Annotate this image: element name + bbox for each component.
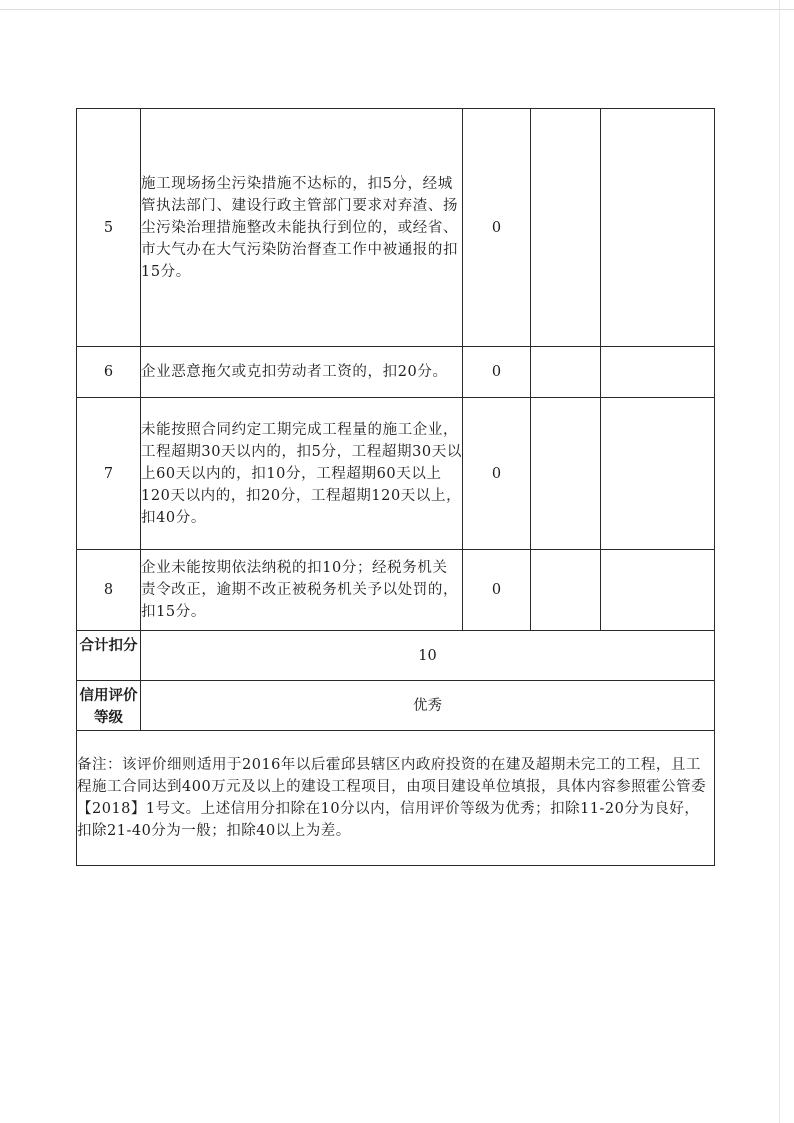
row-deduction-score: 0	[463, 398, 531, 550]
row-deduction-score: 0	[463, 109, 531, 347]
page-right-rule	[779, 0, 780, 1123]
rating-label: 信用评价等级	[79, 687, 138, 726]
note-row	[77, 731, 715, 866]
row-deduction-score: 0	[463, 347, 531, 398]
table-row	[77, 347, 715, 398]
row-empty-cell	[601, 347, 715, 398]
row-number: 6	[77, 347, 141, 398]
row-empty-cell	[531, 550, 601, 631]
rating-row	[77, 681, 715, 731]
total-label-cell	[77, 631, 141, 681]
credit-evaluation-table	[76, 108, 715, 866]
row-empty-cell	[531, 398, 601, 550]
row-empty-cell	[601, 398, 715, 550]
row-deduction-score: 0	[463, 550, 531, 631]
row-empty-cell	[531, 109, 601, 347]
row-description: 企业恶意拖欠或克扣劳动者工资的，扣20分。	[141, 347, 463, 398]
credit-rating-value: 优秀	[141, 681, 715, 731]
row-empty-cell	[601, 550, 715, 631]
row-description: 企业未能按期依法纳税的扣10分；经税务机关责令改正，逾期不改正被税务机关予以处罚的，扣15分。	[141, 550, 463, 631]
page-top-rule	[0, 9, 794, 10]
rating-label-cell	[77, 681, 141, 731]
row-description: 施工现场扬尘污染措施不达标的，扣5分，经城管执法部门、建设行政主管部门要求对弃渣、扬尘污染治理措施整改未能执行到位的，或经省、市大气办在大气污染防治督查工作中被通报的扣15分。	[141, 109, 463, 347]
row-number: 7	[77, 398, 141, 550]
total-deduction-value: 10	[141, 631, 715, 681]
row-number: 8	[77, 550, 141, 631]
row-empty-cell	[601, 109, 715, 347]
row-number: 5	[77, 109, 141, 347]
table-row	[77, 398, 715, 550]
table-row	[77, 109, 715, 347]
table-row	[77, 550, 715, 631]
total-label: 合计扣分	[79, 637, 138, 654]
total-row	[77, 631, 715, 681]
remarks-note: 备注：该评价细则适用于2016年以后霍邱县辖区内政府投资的在建及超期未完工的工程，且工程施工合同达到400万元及以上的建设工程项目，由项目建设单位填报，具体内容参照霍公管委【2018】1号文。上述信用分扣除在10分以内，信用评价等级为优秀；扣除11-20分为良好，扣除21-40分为一般；扣除40以上为差。	[77, 731, 715, 866]
row-empty-cell	[531, 347, 601, 398]
row-description: 未能按照合同约定工期完成工程量的施工企业，工程超期30天以内的，扣5分，工程超期30天以上60天以内的，扣10分，工程超期60天以上120天以内的，扣20分，工程超期120天以上，扣40分。	[141, 398, 463, 550]
